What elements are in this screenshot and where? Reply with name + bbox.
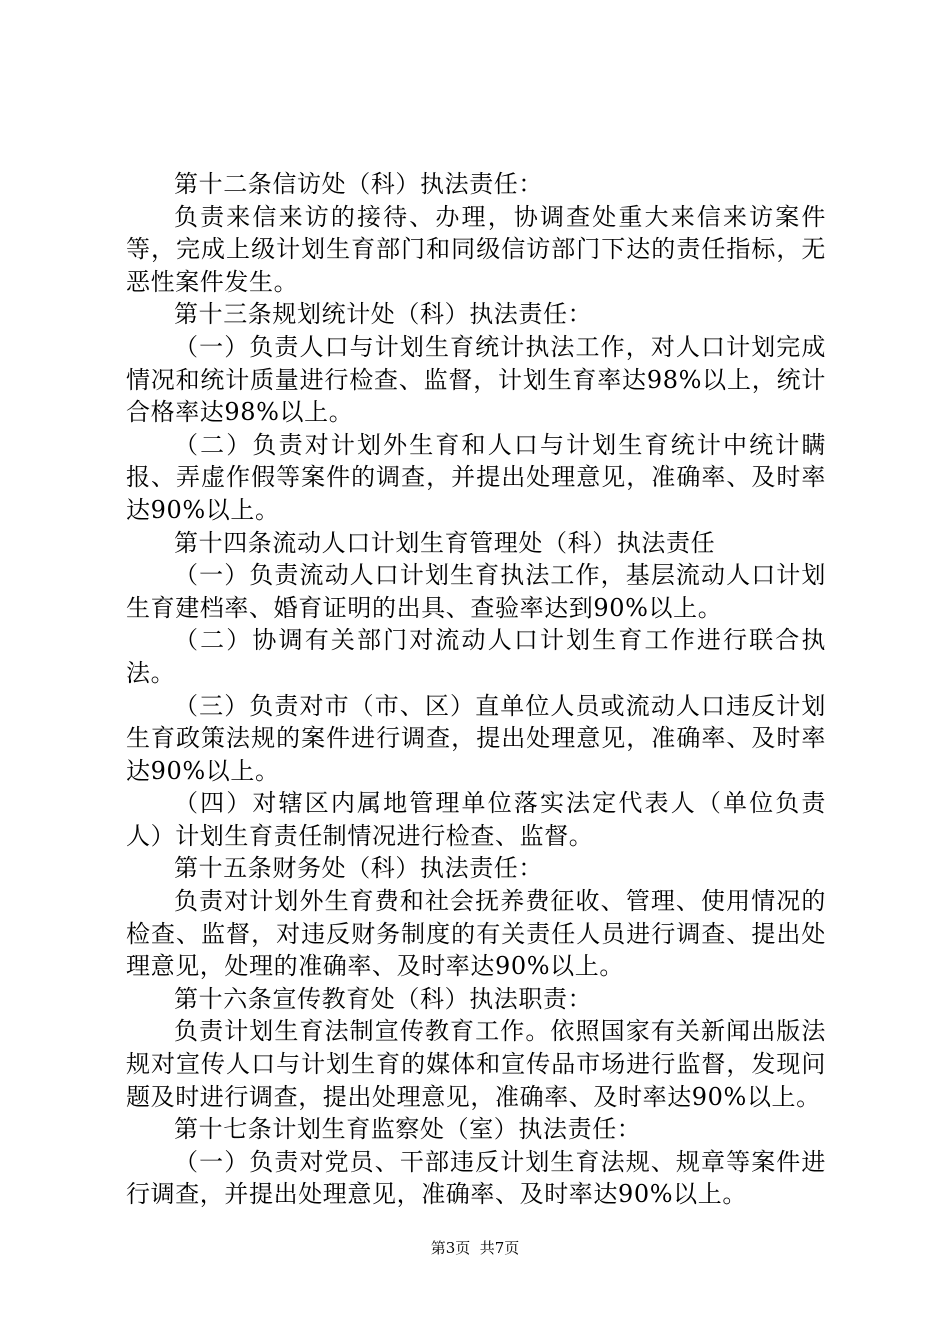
paragraph: （二）协调有关部门对流动人口计划生育工作进行联合执法。 [126, 626, 826, 687]
page-footer [0, 1239, 950, 1257]
paragraph: 负责计划生育法制宣传教育工作。依照国家有关新闻出版法规对宣传人口与计划生育的媒体和宣传品市场进行监督，发现问题及时进行调查，提出处理意见，准确率、及时率达90%以上。 [126, 1017, 826, 1111]
paragraph: （三）负责对市（市、区）直单位人员或流动人口违反计划生育政策法规的案件进行调查，提出处理意见，准确率、及时率达90%以上。 [126, 691, 826, 785]
article-heading: 第十六条宣传教育处（科）执法职责： [174, 984, 593, 1013]
paragraph: （一）负责人口与计划生育统计执法工作，对人口计划完成情况和统计质量进行检查、监督，计划生育率达98%以上，统计合格率达98%以上。 [126, 332, 826, 427]
document-body [126, 168, 826, 1211]
article-heading: 第十二条信访处（科）执法责任： [174, 170, 543, 198]
paragraph: （一）负责对党员、干部违反计划生育法规、规章等案件进行调查，并提出处理意见，准确率、及时率达90%以上。 [126, 1147, 826, 1209]
article-heading: 第十三条规划统计处（科）执法责任： [174, 300, 593, 329]
article-heading: 第十四条流动人口计划生育管理处（科）执法责任 [174, 528, 716, 557]
paragraph: （一）负责流动人口计划生育执法工作，基层流动人口计划生育建档率、婚育证明的出具、查验率达到90%以上。 [126, 561, 826, 622]
paragraph: 负责对计划外生育费和社会抚养费征收、管理、使用情况的检查、监督，对违反财务制度的有关责任人员进行调查、提出处理意见，处理的准确率、及时率达90%以上。 [126, 887, 826, 981]
paragraph: 负责来信来访的接待、办理，协调查处重大来信来访案件等，完成上级计划生育部门和同级信访部门下达的责任指标，无恶性案件发生。 [126, 202, 826, 296]
paragraph: （二）负责对计划外生育和人口与计划生育统计中统计瞒报、弄虚作假等案件的调查，并提出处理意见，准确率、及时率达90%以上。 [126, 430, 826, 524]
article-heading: 第十五条财务处（科）执法责任： [174, 854, 543, 883]
article-heading: 第十七条计划生育监察处（室）执法责任： [174, 1115, 642, 1144]
paragraph: （四）对辖区内属地管理单位落实法定代表人（单位负责人）计划生育责任制情况进行检查、监督。 [126, 789, 826, 850]
page-number: 第3页 共7页 [430, 1239, 520, 1257]
